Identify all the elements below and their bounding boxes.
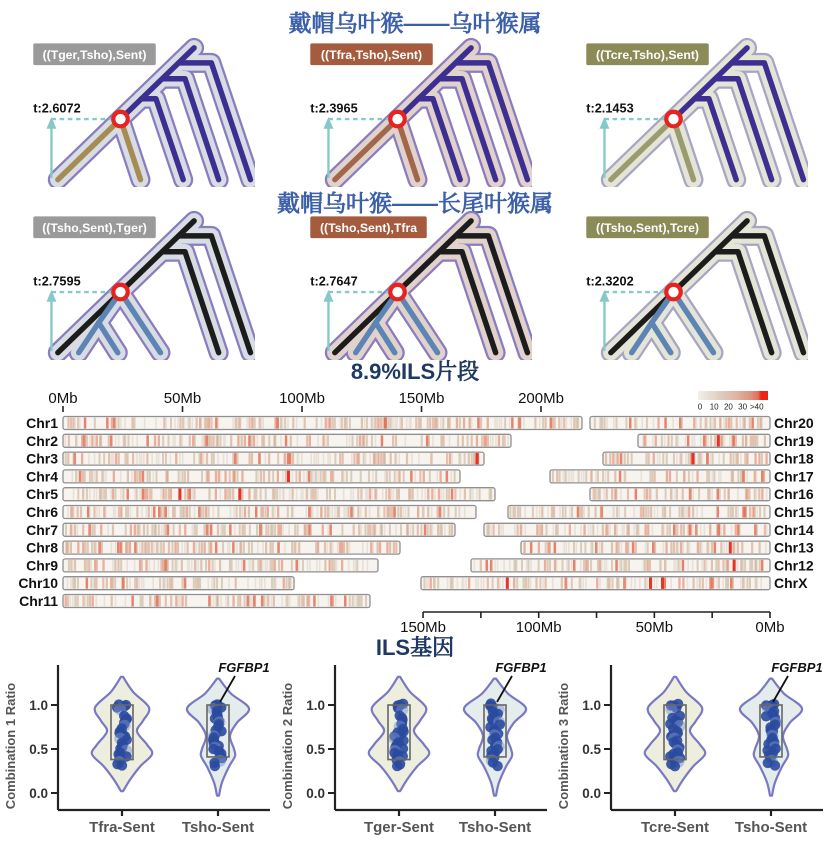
top-axis-tick-label: 100Mb <box>279 390 325 407</box>
x-category-label: Tsho-Sent <box>458 819 531 836</box>
chrom-label-left: Chr6 <box>26 504 58 520</box>
gene-tree-panel <box>26 209 255 360</box>
tree-cell <box>0 209 277 359</box>
chrom-label-right: Chr13 <box>774 539 814 556</box>
y-tick-label: 0.0 <box>29 786 48 801</box>
chromosome-bar-Chr13 <box>521 541 770 554</box>
chrom-label-left: Chr3 <box>26 450 58 467</box>
x-category-label: Tsho-Sent <box>735 819 808 836</box>
top-axis-tick-label: 200Mb <box>518 390 564 407</box>
tree-topology-text: ((Tfra,Tsho),Sent) <box>320 47 422 62</box>
ils-node-marker <box>666 112 681 127</box>
chrom-label-left: Chr8 <box>26 539 58 556</box>
y-tick-label: 0.0 <box>582 786 602 801</box>
ils-node-marker <box>390 285 405 300</box>
coalescent-time-label: t:2.1453 <box>586 100 634 116</box>
gene-annotation-label: FGFBP1 <box>771 660 823 675</box>
violin-panel-2 <box>277 658 554 846</box>
tree-topology-text: ((Tsho,Sent),Tcre) <box>596 220 700 235</box>
y-tick-label: 0.0 <box>305 786 325 801</box>
chromosome-bar-Chr18 <box>603 452 770 465</box>
heat-legend-label: 0 <box>697 402 703 412</box>
chrom-label-left: Chr10 <box>18 575 58 592</box>
row1-title: 戴帽乌叶猴——乌叶猴属 <box>288 10 542 36</box>
tree-topology-text: ((Tsho,Sent),Tger) <box>42 220 147 235</box>
x-category-label: Tfra-Sent <box>89 819 155 836</box>
coalescent-time-label: t:2.3965 <box>309 100 358 116</box>
y-tick-label: 0.5 <box>582 742 602 757</box>
chrom-label-right: Chr20 <box>774 415 814 431</box>
chromosome-bar-Chr7 <box>63 523 455 536</box>
gene-dot <box>210 761 220 771</box>
x-category-label: Tsho-Sent <box>181 819 255 836</box>
coalescent-time-label: t:2.7647 <box>309 273 358 289</box>
gene-dot <box>117 760 127 770</box>
y-tick-label: 0.5 <box>305 742 325 757</box>
tree-topology-text: ((Tcre,Tsho),Sent) <box>596 47 700 62</box>
violin-panel-1 <box>0 658 277 846</box>
chrom-label-right: Chr12 <box>774 557 814 574</box>
row2-title: 戴帽乌叶猴——长尾叶猴属 <box>277 190 553 216</box>
tree-topology-text: ((Tsho,Sent),Tfra <box>319 220 417 235</box>
gene-tree-row-1 <box>0 36 830 188</box>
chrom-label-left: Chr1 <box>26 415 58 431</box>
ils-genes-title: ILS基因 <box>375 635 455 660</box>
chromosome-bar-Chr20 <box>590 417 770 430</box>
top-axis-tick-label: 150Mb <box>398 390 445 407</box>
chromosome-bar-Chr11 <box>63 595 370 608</box>
gene-dot <box>670 761 680 771</box>
chromosome-ideogram <box>0 388 830 640</box>
chrom-label-left: Chr7 <box>26 521 58 538</box>
ils-node-marker <box>113 112 128 127</box>
chromosome-bar-Chr2 <box>63 434 511 447</box>
top-axis-tick-label: 0Mb <box>48 390 78 407</box>
gene-annotation-label: FGFBP1 <box>218 660 270 675</box>
heat-legend-label: >40 <box>750 402 764 412</box>
chrom-label-right: Chr15 <box>774 504 814 520</box>
gene-annotation-label: FGFBP1 <box>494 660 547 675</box>
coalescent-time-label: t:2.3202 <box>586 273 634 289</box>
chrom-label-left: Chr5 <box>26 486 58 503</box>
ils-node-marker <box>113 285 128 300</box>
ils-segments-title: 8.9%ILS片段 <box>350 359 480 384</box>
chrom-label-left: Chr4 <box>26 468 58 485</box>
bottom-axis-tick-label: 150Mb <box>400 619 446 636</box>
gene-dot <box>770 760 780 770</box>
chrom-label-right: Chr19 <box>774 432 814 449</box>
chromosome-bar-Chr17 <box>550 470 770 483</box>
heat-legend-label: 10 <box>709 402 719 412</box>
tree-cell <box>553 209 830 359</box>
gene-tree-row-2 <box>0 209 830 359</box>
y-tick-label: 1.0 <box>29 698 48 713</box>
tree-cell <box>277 209 554 359</box>
chrom-label-right: Chr18 <box>774 450 814 467</box>
chrom-label-right: Chr16 <box>774 486 814 503</box>
y-axis-title: Combination 3 Ratio <box>556 682 572 810</box>
ideogram-svg <box>0 388 830 640</box>
chromosome-bar-Chr4 <box>63 470 460 483</box>
chromosome-bar-Chr5 <box>63 488 495 501</box>
coalescent-time-label: t:2.7595 <box>33 273 81 289</box>
chrom-label-right: ChrX <box>774 575 808 592</box>
gene-tree-panel <box>26 36 255 187</box>
gene-tree-panel <box>579 209 808 360</box>
chromosome-bar-Chr16 <box>590 488 770 501</box>
chromosome-bar-Chr8 <box>63 541 400 554</box>
chromosome-bar-ChrX <box>421 577 770 590</box>
x-category-label: Tger-Sent <box>363 819 434 836</box>
ils-node-marker <box>390 112 405 127</box>
gene-dot <box>392 761 402 771</box>
violin-plot-row <box>0 658 830 846</box>
coalescent-time-label: t:2.6072 <box>33 100 81 116</box>
chrom-label-left: Chr9 <box>26 557 58 574</box>
violin-panel-3 <box>553 658 830 846</box>
chrom-label-right: Chr17 <box>774 468 814 485</box>
chromosome-bar-Chr14 <box>484 523 770 536</box>
bottom-axis-tick-label: 100Mb <box>515 619 562 636</box>
chromosome-bar-Chr3 <box>63 452 484 465</box>
gene-tree-panel <box>303 209 532 360</box>
x-category-label: Tcre-Sent <box>641 819 710 836</box>
heat-legend-label: 30 <box>738 402 748 412</box>
chromosome-bar-Chr1 <box>63 417 582 430</box>
tree-cell <box>553 36 830 188</box>
chromosome-bar-Chr10 <box>63 577 294 590</box>
y-axis-title: Combination 1 Ratio <box>3 682 18 810</box>
gene-dot <box>761 711 771 721</box>
bottom-axis-tick-label: 0Mb <box>755 619 785 636</box>
heat-legend-label: 20 <box>723 402 733 412</box>
chromosome-bar-Chr12 <box>471 559 770 572</box>
y-tick-label: 1.0 <box>305 698 325 713</box>
chrom-label-right: Chr14 <box>774 521 814 538</box>
bottom-axis-tick-label: 50Mb <box>635 619 674 636</box>
tree-topology-text: ((Tger,Tsho),Sent) <box>42 47 147 62</box>
chrom-label-left: Chr11 <box>19 593 58 609</box>
heat-legend-gradient <box>698 391 768 400</box>
gene-tree-panel <box>579 36 808 187</box>
tree-cell <box>0 36 277 188</box>
y-tick-label: 1.0 <box>582 698 602 713</box>
y-tick-label: 0.5 <box>29 742 48 757</box>
chromosome-bar-Chr6 <box>63 506 476 519</box>
y-axis-title: Combination 2 Ratio <box>279 682 295 810</box>
gene-tree-panel <box>303 36 532 187</box>
tree-cell <box>277 36 554 188</box>
top-axis-tick-label: 50Mb <box>163 390 202 407</box>
chromosome-bar-Chr19 <box>638 434 770 447</box>
chromosome-bar-Chr9 <box>63 559 378 572</box>
chrom-label-left: Chr2 <box>26 432 58 449</box>
gene-dot <box>492 761 502 771</box>
chromosome-bar-Chr15 <box>508 506 770 519</box>
ils-node-marker <box>666 285 681 300</box>
